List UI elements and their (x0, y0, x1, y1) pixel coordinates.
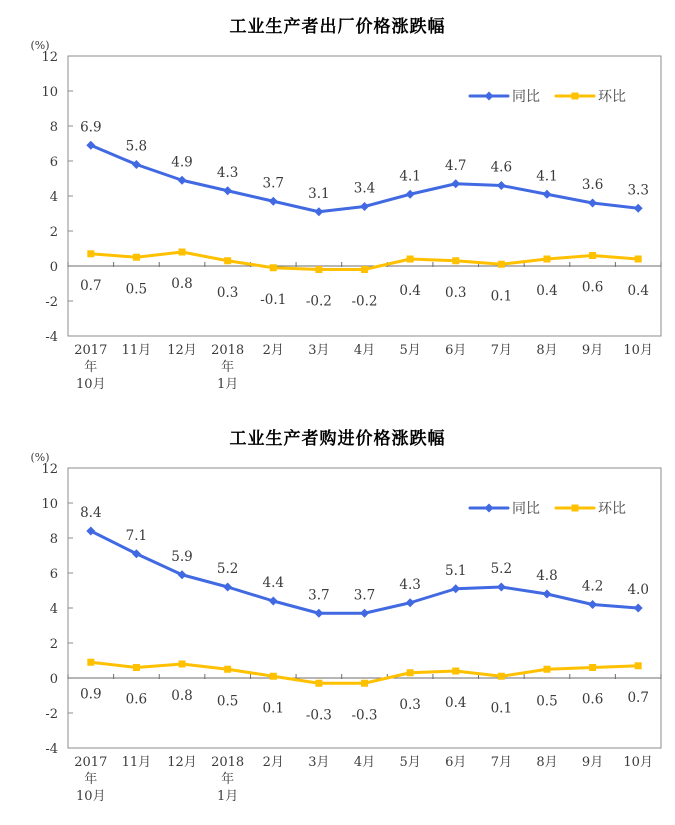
x-axis-category-label: 2月 (262, 755, 284, 770)
y-axis-tick-label: 2 (49, 225, 58, 240)
series-marker-mom (407, 256, 414, 263)
series-marker-yoy (314, 207, 323, 216)
data-label-mom: -0.2 (305, 293, 332, 310)
x-axis-category-label: 年 (221, 772, 235, 787)
series-marker-yoy (360, 609, 369, 618)
data-label-mom: 0.7 (627, 689, 649, 706)
series-marker-mom (87, 659, 94, 666)
series-marker-mom (315, 266, 322, 273)
x-axis-category-label: 8月 (536, 755, 558, 770)
legend-marker-mom (572, 93, 579, 100)
series-marker-mom (87, 250, 94, 257)
series-marker-mom (452, 257, 459, 264)
series-marker-mom (407, 669, 414, 676)
data-label-yoy: 4.2 (581, 578, 604, 595)
data-label-mom: 0.5 (536, 693, 558, 710)
x-axis-category-label: 9月 (581, 343, 604, 358)
series-marker-yoy (542, 590, 551, 599)
data-label-yoy: 4.3 (216, 164, 239, 181)
series-marker-yoy (223, 583, 232, 592)
series-marker-yoy (451, 179, 460, 188)
data-label-mom: 0.6 (581, 691, 604, 708)
series-marker-mom (133, 664, 140, 671)
data-label-mom: 0.5 (125, 281, 148, 298)
series-marker-yoy (588, 199, 597, 208)
y-axis-tick-label: 0 (49, 672, 58, 687)
data-label-mom: 0.5 (216, 693, 239, 710)
data-label-yoy: 3.7 (262, 175, 285, 192)
series-marker-yoy (497, 181, 506, 190)
legend-marker-yoy (485, 92, 494, 101)
data-label-yoy: 4.1 (399, 168, 421, 185)
legend-marker-yoy (485, 504, 494, 513)
data-label-mom: 0.1 (262, 700, 285, 717)
x-axis-category-label: 7月 (490, 343, 512, 358)
series-marker-mom (635, 662, 642, 669)
series-marker-yoy (269, 597, 278, 606)
y-axis-tick-label: 6 (49, 567, 58, 582)
series-marker-yoy (178, 570, 187, 579)
x-axis-category-label: 1月 (217, 377, 239, 392)
series-marker-yoy (588, 600, 597, 609)
y-axis-tick-label: -4 (45, 742, 58, 757)
data-label-yoy: 5.2 (216, 561, 239, 577)
x-axis-category-label: 5月 (399, 343, 421, 358)
series-marker-mom (543, 256, 550, 263)
series-marker-mom (543, 666, 550, 673)
x-axis-category-label: 3月 (308, 343, 330, 358)
x-axis-category-label: 10月 (76, 789, 106, 804)
y-axis-unit-label: (%) (30, 39, 50, 52)
x-axis-category-label: 12月 (167, 343, 197, 358)
y-axis-tick-label: -4 (45, 330, 58, 345)
data-label-yoy: 3.1 (308, 185, 330, 202)
data-label-yoy: 4.9 (171, 154, 193, 171)
chart-factory-gate-prices (0, 0, 675, 412)
data-label-mom: 0.4 (444, 695, 467, 711)
y-axis-tick-label: 0 (49, 260, 58, 275)
series-marker-yoy (269, 197, 278, 206)
x-axis-category-label: 4月 (353, 755, 376, 770)
data-label-mom: -0.3 (351, 707, 378, 724)
data-label-yoy: 5.9 (171, 548, 193, 565)
series-marker-mom (270, 264, 277, 271)
x-axis-category-label: 3月 (308, 755, 330, 770)
data-label-yoy: 4.1 (536, 168, 558, 185)
chart-title-purchase: 工业生产者购进价格涨跌幅 (229, 429, 446, 449)
series-marker-mom (224, 666, 231, 673)
x-axis-category-label: 11月 (121, 755, 152, 770)
data-label-yoy: 3.6 (581, 177, 604, 193)
factory-gate-price-chart-canvas (0, 36, 675, 410)
series-marker-mom (270, 673, 277, 680)
x-axis-category-label: 年 (221, 360, 235, 375)
data-label-mom: 0.4 (536, 283, 558, 299)
data-label-yoy: 5.2 (490, 561, 513, 577)
data-label-mom: 0.3 (444, 284, 467, 301)
data-label-yoy: 5.1 (444, 562, 467, 579)
series-marker-mom (315, 680, 322, 687)
data-label-yoy: 3.3 (627, 182, 649, 199)
chart-title-factory-gate: 工业生产者出厂价格涨跌幅 (229, 17, 446, 37)
legend-label-mom: 环比 (598, 89, 626, 105)
data-label-mom: 0.8 (171, 276, 193, 292)
data-label-mom: 0.6 (125, 691, 148, 708)
x-axis-category-label: 12月 (167, 755, 197, 770)
x-axis-category-label: 10月 (623, 343, 653, 358)
series-marker-mom (452, 668, 459, 675)
x-axis-category-label: 4月 (353, 343, 376, 358)
x-axis-category-label: 2018 (211, 755, 245, 770)
y-axis-tick-label: 12 (41, 50, 58, 65)
legend-label-yoy: 同比 (512, 501, 540, 517)
data-label-mom: 0.7 (80, 277, 102, 294)
x-axis-category-label: 2017 (74, 755, 108, 770)
legend-label-mom: 环比 (598, 501, 626, 517)
y-axis-tick-label: 10 (41, 497, 58, 512)
data-label-yoy: 5.8 (125, 138, 148, 155)
series-marker-mom (179, 661, 186, 668)
series-marker-yoy (634, 604, 643, 613)
data-label-yoy: 4.0 (627, 582, 649, 598)
x-axis-category-label: 10月 (76, 377, 106, 392)
x-axis-category-label: 6月 (445, 755, 467, 770)
series-marker-yoy (634, 204, 643, 213)
data-label-mom: 0.4 (627, 283, 649, 299)
purchase-price-chart-canvas (0, 448, 675, 822)
y-axis-unit-label: (%) (30, 451, 50, 464)
data-label-mom: 0.4 (399, 283, 421, 299)
x-axis-category-label: 8月 (536, 343, 558, 358)
series-marker-yoy (178, 176, 187, 185)
series-marker-mom (498, 673, 505, 680)
series-marker-yoy (132, 160, 141, 169)
series-marker-yoy (223, 186, 232, 195)
x-axis-category-label: 年 (84, 772, 98, 787)
data-label-yoy: 4.8 (536, 568, 558, 584)
data-label-mom: 0.8 (171, 688, 193, 704)
data-label-mom: -0.2 (351, 293, 378, 310)
x-axis-category-label: 9月 (581, 755, 604, 770)
series-marker-yoy (406, 190, 415, 199)
x-axis-category-label: 6月 (445, 343, 467, 358)
x-axis-category-label: 10月 (623, 755, 653, 770)
data-label-yoy: 3.7 (353, 587, 376, 604)
series-marker-mom (224, 257, 231, 264)
data-label-mom: 0.9 (80, 686, 102, 703)
series-marker-yoy (497, 583, 506, 592)
series-marker-yoy (406, 598, 415, 607)
y-axis-tick-label: -2 (45, 295, 58, 310)
series-marker-mom (361, 680, 368, 687)
series-marker-mom (589, 664, 596, 671)
y-axis-tick-label: 8 (49, 532, 58, 547)
data-label-yoy: 3.4 (353, 180, 376, 197)
series-marker-yoy (360, 202, 369, 211)
x-axis-category-label: 11月 (121, 343, 152, 358)
legend-label-yoy: 同比 (512, 89, 540, 105)
y-axis-tick-label: 6 (49, 155, 58, 170)
data-label-mom: -0.1 (260, 291, 287, 308)
data-label-mom: 0.1 (490, 700, 513, 717)
series-marker-yoy (451, 584, 460, 593)
series-marker-yoy (86, 141, 95, 150)
x-axis-category-label: 7月 (490, 755, 512, 770)
series-marker-yoy (542, 190, 551, 199)
data-label-yoy: 4.4 (262, 575, 285, 591)
data-label-yoy: 8.4 (80, 505, 102, 521)
y-axis-tick-label: 4 (49, 190, 58, 205)
data-label-yoy: 4.7 (444, 157, 467, 174)
y-axis-tick-label: 4 (49, 602, 58, 617)
chart-purchase-prices (0, 412, 675, 824)
y-axis-tick-label: 10 (41, 85, 58, 100)
y-axis-tick-label: 12 (41, 462, 58, 477)
x-axis-category-label: 2月 (262, 343, 284, 358)
legend-marker-mom (572, 505, 579, 512)
data-label-mom: 0.3 (399, 696, 421, 713)
series-marker-mom (361, 266, 368, 273)
data-label-mom: 0.1 (490, 288, 513, 305)
x-axis-category-label: 年 (84, 360, 98, 375)
x-axis-category-label: 1月 (217, 789, 239, 804)
data-label-mom: 0.6 (581, 279, 604, 296)
y-axis-tick-label: 2 (49, 637, 58, 652)
data-label-yoy: 3.7 (308, 587, 330, 604)
data-label-mom: -0.3 (305, 707, 332, 724)
y-axis-tick-label: -2 (45, 707, 58, 722)
series-marker-yoy (314, 609, 323, 618)
x-axis-category-label: 2018 (211, 343, 245, 358)
series-marker-mom (498, 261, 505, 268)
series-marker-mom (179, 249, 186, 256)
data-label-yoy: 4.6 (490, 159, 513, 176)
data-label-yoy: 4.3 (399, 576, 421, 593)
data-label-yoy: 7.1 (125, 527, 148, 544)
y-axis-tick-label: 8 (49, 120, 58, 135)
series-marker-mom (133, 254, 140, 261)
data-label-yoy: 6.9 (80, 119, 102, 136)
x-axis-category-label: 5月 (399, 755, 421, 770)
data-label-mom: 0.3 (216, 284, 239, 301)
x-axis-category-label: 2017 (74, 343, 108, 358)
series-marker-mom (635, 256, 642, 263)
series-marker-mom (589, 252, 596, 259)
